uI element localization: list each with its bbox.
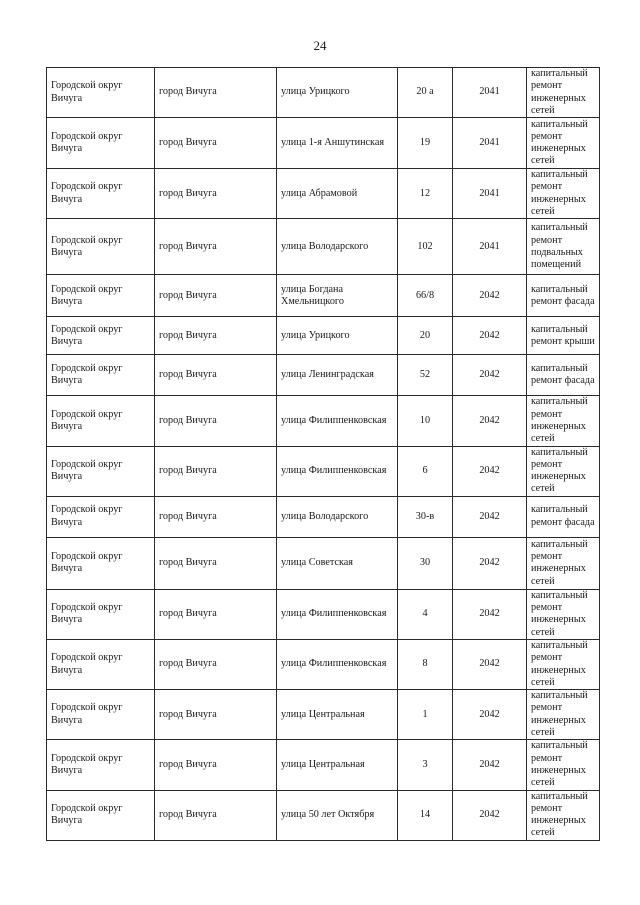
work-type-cell: капитальный ремонт инженерных сетей <box>527 537 600 589</box>
year-cell: 2042 <box>453 275 527 317</box>
work-type-cell: капитальный ремонт инженерных сетей <box>527 589 600 639</box>
house-number-cell: 8 <box>398 639 453 689</box>
work-type-cell: капитальный ремонт инженерных сетей <box>527 690 600 740</box>
city-cell: город Вичуга <box>155 169 277 219</box>
table-row <box>47 396 600 446</box>
municipality-cell: Городской округ Вичуга <box>47 537 155 589</box>
municipality-cell: Городской округ Вичуга <box>47 219 155 275</box>
city-cell: город Вичуга <box>155 639 277 689</box>
house-number-cell: 30 <box>398 537 453 589</box>
city-cell: город Вичуга <box>155 275 277 317</box>
city-cell: город Вичуга <box>155 496 277 537</box>
municipality-cell: Городской округ Вичуга <box>47 317 155 355</box>
city-cell: город Вичуга <box>155 355 277 396</box>
house-number-cell: 20 <box>398 317 453 355</box>
house-number-cell: 6 <box>398 446 453 496</box>
municipality-cell: Городской округ Вичуга <box>47 396 155 446</box>
street-cell: улица Филиппенковская <box>277 639 398 689</box>
city-cell: город Вичуга <box>155 790 277 840</box>
city-cell: город Вичуга <box>155 317 277 355</box>
work-type-cell: капитальный ремонт инженерных сетей <box>527 790 600 840</box>
work-type-cell: капитальный ремонт фасада <box>527 355 600 396</box>
work-type-cell: капитальный ремонт подвальных помещений <box>527 219 600 275</box>
work-type-cell: капитальный ремонт инженерных сетей <box>527 740 600 790</box>
house-number-cell: 66/8 <box>398 275 453 317</box>
street-cell: улица Богдана Хмельницкого <box>277 275 398 317</box>
work-type-cell: капитальный ремонт фасада <box>527 496 600 537</box>
house-number-cell: 1 <box>398 690 453 740</box>
table-row <box>47 790 600 840</box>
work-type-cell: капитальный ремонт инженерных сетей <box>527 639 600 689</box>
house-number-cell: 30-в <box>398 496 453 537</box>
municipality-cell: Городской округ Вичуга <box>47 169 155 219</box>
street-cell: улица Центральная <box>277 690 398 740</box>
table-row <box>47 690 600 740</box>
municipality-cell: Городской округ Вичуга <box>47 589 155 639</box>
house-number-cell: 52 <box>398 355 453 396</box>
table-row <box>47 219 600 275</box>
year-cell: 2041 <box>453 118 527 169</box>
year-cell: 2042 <box>453 496 527 537</box>
municipality-cell: Городской округ Вичуга <box>47 740 155 790</box>
city-cell: город Вичуга <box>155 68 277 118</box>
work-type-cell: капитальный ремонт фасада <box>527 275 600 317</box>
street-cell: улица Урицкого <box>277 68 398 118</box>
year-cell: 2041 <box>453 219 527 275</box>
table-row <box>47 589 600 639</box>
street-cell: улица Володарского <box>277 496 398 537</box>
house-number-cell: 102 <box>398 219 453 275</box>
house-number-cell: 12 <box>398 169 453 219</box>
repair-schedule-table <box>46 67 600 841</box>
year-cell: 2041 <box>453 68 527 118</box>
street-cell: улица Абрамовой <box>277 169 398 219</box>
year-cell: 2042 <box>453 355 527 396</box>
year-cell: 2042 <box>453 740 527 790</box>
municipality-cell: Городской округ Вичуга <box>47 496 155 537</box>
municipality-cell: Городской округ Вичуга <box>47 446 155 496</box>
table-row <box>47 68 600 118</box>
municipality-cell: Городской округ Вичуга <box>47 690 155 740</box>
year-cell: 2042 <box>453 589 527 639</box>
municipality-cell: Городской округ Вичуга <box>47 790 155 840</box>
year-cell: 2042 <box>453 317 527 355</box>
street-cell: улица Центральная <box>277 740 398 790</box>
municipality-cell: Городской округ Вичуга <box>47 275 155 317</box>
street-cell: улица Филиппенковская <box>277 589 398 639</box>
house-number-cell: 20 а <box>398 68 453 118</box>
city-cell: город Вичуга <box>155 690 277 740</box>
street-cell: улица Володарского <box>277 219 398 275</box>
house-number-cell: 14 <box>398 790 453 840</box>
year-cell: 2042 <box>453 446 527 496</box>
city-cell: город Вичуга <box>155 589 277 639</box>
year-cell: 2042 <box>453 537 527 589</box>
house-number-cell: 3 <box>398 740 453 790</box>
work-type-cell: капитальный ремонт инженерных сетей <box>527 169 600 219</box>
street-cell: улица Филиппенковская <box>277 446 398 496</box>
street-cell: улица 50 лет Октября <box>277 790 398 840</box>
table-row <box>47 446 600 496</box>
year-cell: 2042 <box>453 790 527 840</box>
year-cell: 2042 <box>453 396 527 446</box>
table-row <box>47 537 600 589</box>
municipality-cell: Городской округ Вичуга <box>47 639 155 689</box>
table-row <box>47 740 600 790</box>
table-row <box>47 496 600 537</box>
street-cell: улица Советская <box>277 537 398 589</box>
city-cell: город Вичуга <box>155 219 277 275</box>
city-cell: город Вичуга <box>155 446 277 496</box>
table-row <box>47 118 600 169</box>
year-cell: 2042 <box>453 639 527 689</box>
table-row <box>47 639 600 689</box>
street-cell: улица Ленинградская <box>277 355 398 396</box>
table-row <box>47 169 600 219</box>
page-number: 24 <box>313 38 327 53</box>
street-cell: улица Филиппенковская <box>277 396 398 446</box>
city-cell: город Вичуга <box>155 396 277 446</box>
city-cell: город Вичуга <box>155 740 277 790</box>
city-cell: город Вичуга <box>155 118 277 169</box>
house-number-cell: 19 <box>398 118 453 169</box>
city-cell: город Вичуга <box>155 537 277 589</box>
municipality-cell: Городской округ Вичуга <box>47 355 155 396</box>
street-cell: улица Урицкого <box>277 317 398 355</box>
street-cell: улица 1-я Аншутинская <box>277 118 398 169</box>
table-row <box>47 275 600 317</box>
year-cell: 2042 <box>453 690 527 740</box>
work-type-cell: капитальный ремонт инженерных сетей <box>527 118 600 169</box>
work-type-cell: капитальный ремонт инженерных сетей <box>527 68 600 118</box>
municipality-cell: Городской округ Вичуга <box>47 118 155 169</box>
house-number-cell: 10 <box>398 396 453 446</box>
work-type-cell: капитальный ремонт инженерных сетей <box>527 396 600 446</box>
work-type-cell: капитальный ремонт инженерных сетей <box>527 446 600 496</box>
house-number-cell: 4 <box>398 589 453 639</box>
municipality-cell: Городской округ Вичуга <box>47 68 155 118</box>
table-row <box>47 355 600 396</box>
table-row <box>47 317 600 355</box>
work-type-cell: капитальный ремонт крыши <box>527 317 600 355</box>
year-cell: 2041 <box>453 169 527 219</box>
